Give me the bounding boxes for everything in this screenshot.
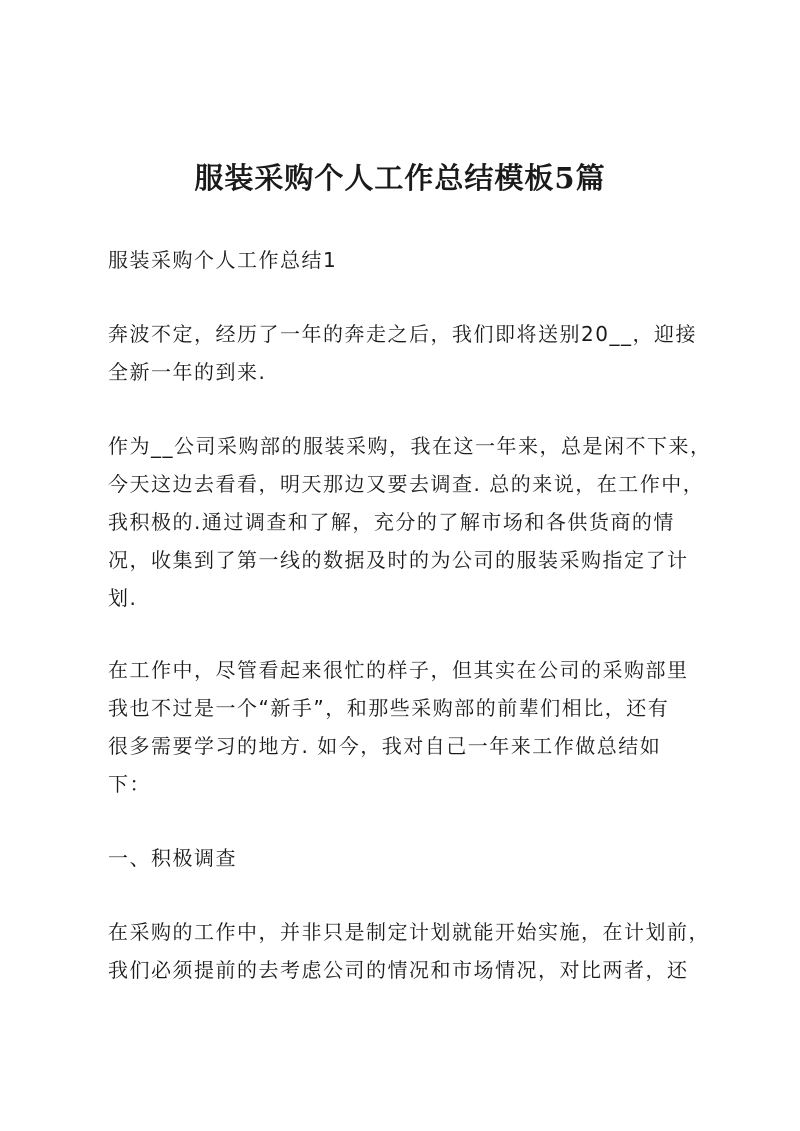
paragraph-line: 下： (108, 772, 151, 796)
paragraph-line: 划. (108, 586, 138, 610)
paragraph-line: 我积极的.通过调查和了解，充分的了解市场和各供货商的情 (108, 510, 675, 534)
paragraph-3 (108, 651, 700, 803)
paragraph-line: 作为__公司采购部的服装采购，我在这一年来，总是闲不下来， (108, 434, 712, 458)
paragraph-line: 况，收集到了第一线的数据及时的为公司的服装采购指定了计 (108, 548, 689, 572)
paragraph-line: 我们必须提前的去考虑公司的情况和市场情况，对比两者，还 (108, 958, 689, 982)
paragraph-line: 很多需要学习的地方. 如今，我对自己一年来工作做总结如 (108, 734, 662, 758)
subheading: 服装采购个人工作总结1 (108, 248, 338, 272)
paragraph-line: 我也不过是一个“新手”，和那些采购部的前辈们相比，还有 (108, 696, 670, 720)
document-title: 服装采购个人工作总结模板5篇 (194, 161, 606, 195)
paragraph-line: 在采购的工作中，并非只是制定计划就能开始实施，在计划前， (108, 920, 710, 944)
paragraph-1 (108, 315, 700, 391)
paragraph-line: 在工作中，尽管看起来很忙的样子，但其实在公司的采购部里 (108, 658, 689, 682)
paragraph-line: 全新一年的到来. (108, 360, 267, 384)
section-paragraph (108, 913, 710, 989)
paragraph-line: 今天这边去看看，明天那边又要去调查. 总的来说，在工作中， (108, 472, 705, 496)
paragraph-2 (108, 427, 712, 617)
section-heading: 一、积极调查 (108, 846, 237, 870)
paragraph-line: 奔波不定，经历了一年的奔走之后，我们即将送别20__，迎接 (108, 322, 697, 346)
